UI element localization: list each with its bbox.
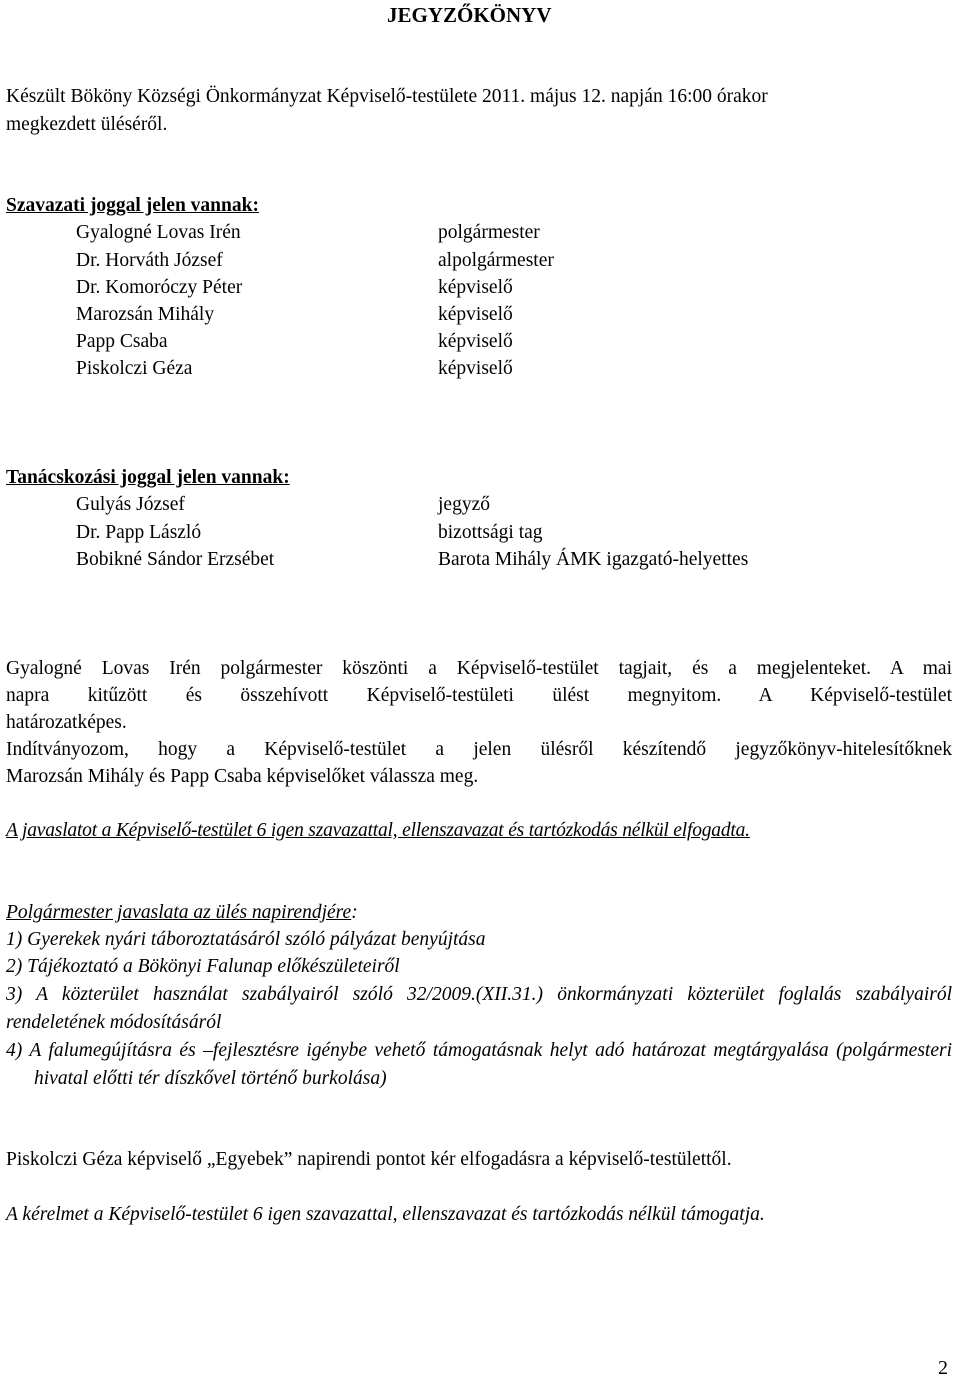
voting-member-role: polgármester [438,222,540,243]
voting-member-name: Dr. Horváth József [76,250,223,271]
voting-member-role: képviselő [438,277,513,298]
intro-line-1: Készült Bököny Községi Önkormányzat Képviselő-testülete 2011. május 12. napján 16:00 órakor [6,86,768,107]
agenda-item-1: 1) Gyerekek nyári táboroztatásáról szóló pályázat benyújtása [6,929,486,950]
agenda-item-4: 4) A falumegújításra és –fejlesztésre igénybe vehető támogatásnak helyt adó határozat megtárgyalása (polgármesteri [6,1040,952,1061]
proposal-text: Piskolczi Géza képviselő „Egyebek” napirendi pontot kér elfogadásra a képviselő-testülettől. [6,1149,732,1170]
opening-line: Gyalogné Lovas Irén polgármester köszönti a Képviselő-testület tagjait, és a megjelenteket. A mai [6,658,952,679]
voting-heading: Szavazati joggal jelen vannak: [6,195,259,216]
agenda-heading [6,902,358,924]
page-number: 2 [938,1357,948,1379]
agenda-item-3-cont: rendeletének módosításáról [6,1012,222,1033]
voting-member-role: képviselő [438,304,513,325]
agenda-item-3: 3) A közterület használat szabályairól szóló 32/2009.(XII.31.) önkormányzati közterület foglalás szabályairól [6,984,952,1005]
advisory-member-role: Barota Mihály ÁMK igazgató-helyettes [438,549,749,570]
voting-member-role: képviselő [438,358,513,379]
voting-member-role: képviselő [438,331,513,352]
advisory-member-name: Bobikné Sándor Erzsébet [76,549,275,570]
advisory-heading: Tanácskozási joggal jelen vannak: [6,467,290,488]
resolution-2: A kérelmet a Képviselő-testület 6 igen szavazattal, ellenszavazat és tartózkodás nélkül támogatja. [6,1204,765,1225]
voting-member-role: alpolgármester [438,250,554,271]
resolution-1: A javaslatot a Képviselő-testület 6 igen szavazattal, ellenszavazat és tartózkodás nélkül elfogadta. [6,820,750,841]
advisory-member-name: Gulyás József [76,494,185,515]
document-title: JEGYZŐKÖNYV [387,3,552,27]
agenda-item-4-cont: hivatal előtti tér díszkővel történő burkolása) [34,1068,387,1089]
voting-member-name: Papp Csaba [76,331,168,352]
advisory-member-role: jegyző [438,494,490,515]
intro-line-2: megkezdett üléséről. [6,114,168,135]
voting-member-name: Marozsán Mihály [76,304,215,325]
advisory-member-name: Dr. Papp László [76,522,202,543]
opening-line: Marozsán Mihály és Papp Csaba képviselőket válassza meg. [6,766,479,787]
agenda-item-2: 2) Tájékoztató a Bökönyi Falunap előkészületeiről [6,956,400,977]
opening-line: határozatképes. [6,712,127,733]
agenda-heading-colon: : [351,902,358,923]
voting-member-name: Piskolczi Géza [76,358,193,379]
opening-line: napra kitűzött és összehívott Képviselő-testületi ülést megnyitom. A Képviselő-testület [6,685,952,706]
voting-member-name: Gyalogné Lovas Irén [76,222,241,243]
opening-line: Indítványozom, hogy a Képviselő-testület a jelen ülésről készítendő jegyzőkönyv-hitelesítőknek [6,739,952,760]
voting-member-name: Dr. Komoróczy Péter [76,277,243,298]
advisory-member-role: bizottsági tag [438,522,543,543]
agenda-heading-text: Polgármester javaslata az ülés napirendjére [6,902,352,923]
